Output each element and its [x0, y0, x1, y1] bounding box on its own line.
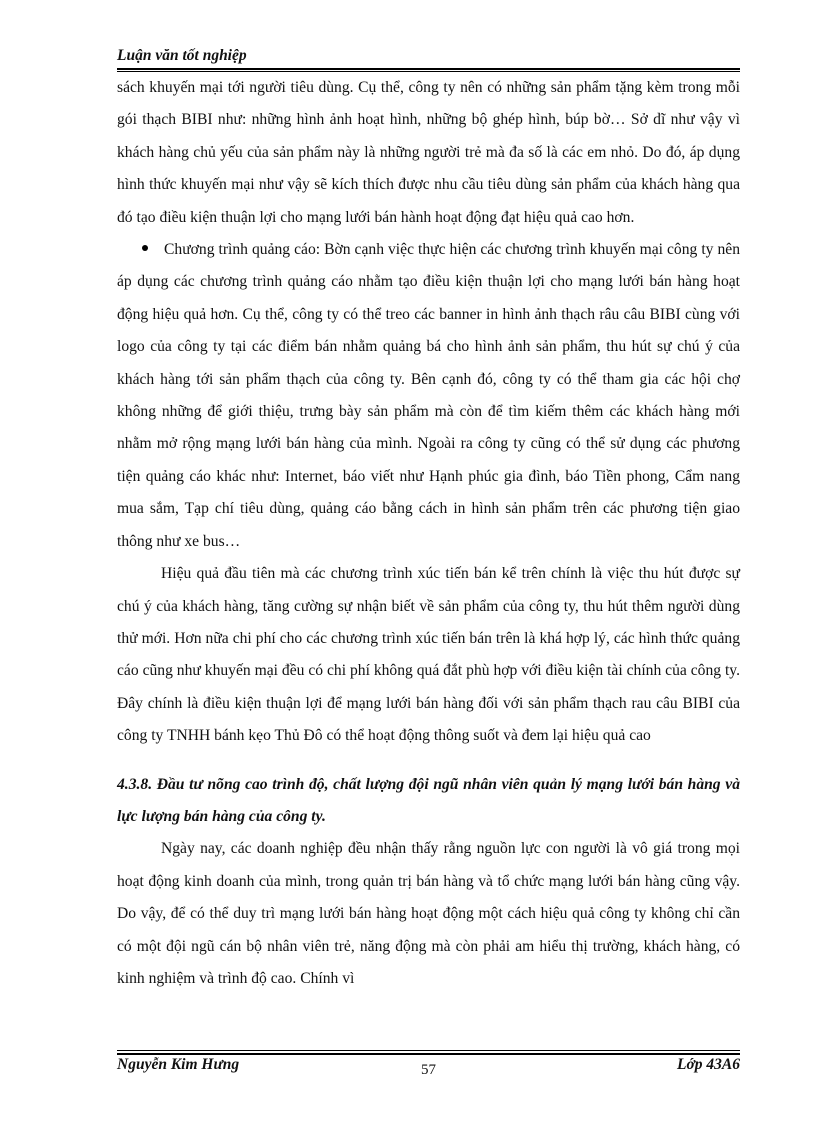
- footer-author: Nguyễn Kim Hưng: [117, 1056, 240, 1073]
- header-rule-thick: [117, 68, 740, 70]
- page-number: 57: [421, 1062, 436, 1078]
- page-header: [117, 46, 740, 66]
- bullet-advertising: [117, 234, 740, 558]
- section-heading: 4.3.8. Đầu tư nõng cao trình độ, chất lượng đội ngũ nhân viên quản lý mạng lưới bán hàng và lực lượng bán hàng của công ty.: [117, 775, 740, 825]
- paragraph-human-resources: Ngày nay, các doanh nghiệp đều nhận thấy rằng nguồn lực con người là vô giá trong mọi hoạt động kinh doanh của mình, trong quản trị bán hàng và tổ chức mạng lưới bán hàng cũng vậy. Do vậy, để có thể duy trì mạng lưới bán hàng hoạt động một cách hiệu quả công ty không chỉ cần có một đội ngũ cán bộ nhân viên trẻ, năng động mà còn phải am hiểu thị trường, khách hàng, có kinh nghiệm và trình độ cao. Chính vì: [117, 840, 740, 987]
- footer-rule-thin: [117, 1050, 740, 1051]
- paragraph-effectiveness: Hiệu quả đầu tiên mà các chương trình xúc tiến bán kể trên chính là việc thu hút được sự chú ý của khách hàng, tăng cường sự nhận biết về sản phẩm của công ty, thu hút thêm người dùng thử mới. Hơn nữa chi phí cho các chương trình xúc tiến bán trên là khá hợp lý, các hình thức quảng cáo cũng như khuyến mại đều có chi phí không quá đắt phù hợp với điều kiện tài chính của công ty. Đây chính là điều kiện thuận lợi để mạng lưới bán hàng đối với sản phẩm thạch rau câu BIBI của công ty TNHH bánh kẹo Thủ Đô có thể hoạt động thông suốt và đem lại hiệu quả cao: [117, 565, 740, 745]
- page-body: [117, 72, 740, 995]
- footer-rule-thick: [117, 1053, 740, 1055]
- bullet-icon: [142, 245, 148, 251]
- footer-class: Lớp 43A6: [677, 1056, 740, 1073]
- header-title: Luận văn tốt nghiệp: [117, 47, 247, 64]
- bullet-advertising-text: Chương trình quảng cáo: Bờn cạnh việc thực hiện các chương trình khuyến mại công ty nên áp dụng các chương trình quảng cáo nhằm tạo điều kiện thuận lợi cho mạng lưới bán hàng hoạt động hiệu quả hơn. Cụ thể, công ty có thể treo các banner in hình ảnh thạch râu câu BIBI cùng với logo của công ty tại các điểm bán nhằm quảng bá cho hình ảnh sản phẩm, thu hút sự chú ý của khách hàng tới sản phẩm thạch của công ty. Bên cạnh đó, công ty có thể tham gia các hội chợ không những để giới thiệu, trưng bày sản phẩm mà còn để tìm kiếm thêm các khách hàng mới nhằm mở rộng mạng lưới bán hàng của mình. Ngoài ra công ty cũng có thể sử dụng các phương tiện quảng cáo khác như: Internet, báo viết như Hạnh phúc gia đình, báo Tiền phong, Cẩm nang mua sắm, Tạp chí tiêu dùng, quảng cáo bằng cách in hình sản phẩm trên các phương tiện giao thông như xe bus…: [117, 241, 740, 550]
- page-footer: [117, 1050, 740, 1090]
- paragraph-promotion: sách khuyến mại tới người tiêu dùng. Cụ thể, công ty nên có những sản phẩm tặng kèm trong mỗi gói thạch BIBI như: những hình ảnh hoạt hình, những bộ ghép hình, búp bờ… Sở dĩ như vậy vì khách hàng chủ yếu của sản phẩm này là những người trẻ mà đa số là các em nhỏ. Do đó, áp dụng hình thức khuyến mại như vậy sẽ kích thích được nhu cầu tiêu dùng sản phẩm của khách hàng qua đó tạo điều kiện thuận lợi cho mạng lưới bán hành hoạt động đạt hiệu quả cao hơn.: [117, 79, 740, 226]
